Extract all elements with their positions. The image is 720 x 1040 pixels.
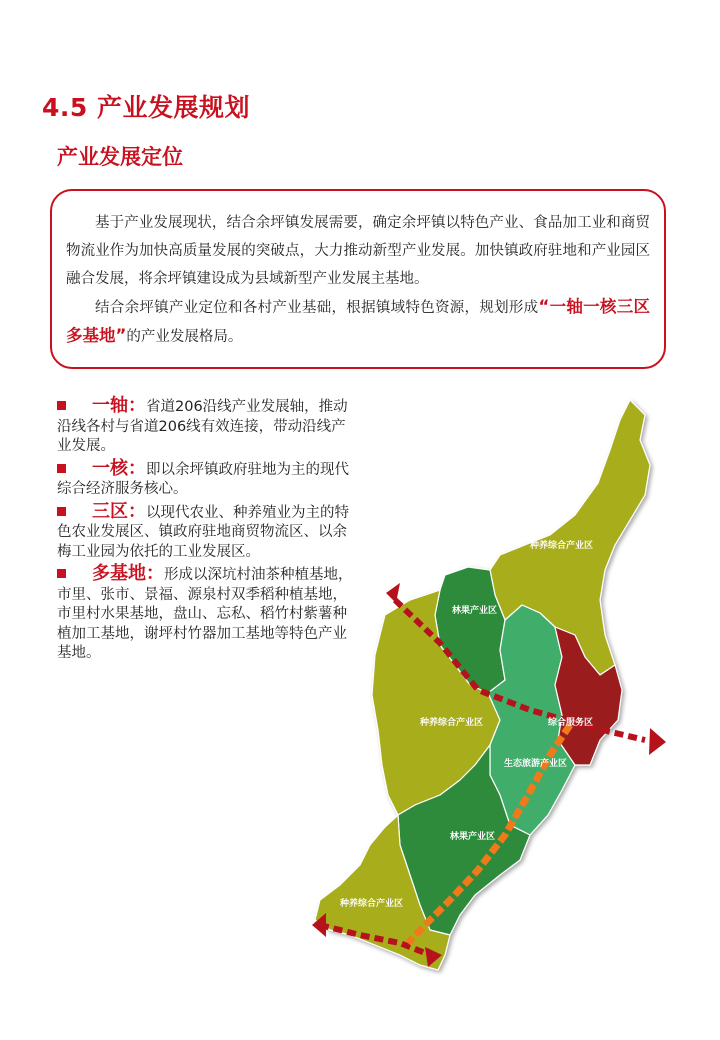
item-key: 多基地： [92, 563, 164, 584]
item-key: 三区： [92, 500, 146, 522]
bullet-square-icon [57, 507, 66, 516]
intro-paragraph-2-pre: 结合余坪镇产业定位和各村产业基础，根据镇域特色资源，规划形成 [95, 300, 539, 316]
industry-zoning-map [300, 395, 670, 975]
intro-paragraph-2-post: 的产业发展格局。 [126, 329, 243, 345]
item-key: 一核： [92, 457, 146, 479]
item-text: 以现代农业、种养殖业为主的特色农业发展区、镇政府驻地商贸物流区、以余梅工业园为依托的工业发展区。 [57, 504, 349, 560]
label-service: 综合服务区 [548, 718, 594, 728]
section-heading: 4.5 产业发展规划 [42, 93, 250, 122]
label-forestry-north: 林果产业区 [452, 606, 498, 616]
layout-pattern-emphasis: “一轴一核三区多基地” [66, 297, 650, 345]
label-south-planting: 种养综合产业区 [340, 899, 404, 909]
item-text: 省道206沿线产业发展轴，推动沿线各村与省道206线有效连接，带动沿线产业发展。 [57, 399, 348, 454]
item-text: 形成以深坑村油茶种植基地，市里、张市、景福、源泉村双季稻种植基地，市里村水果基地，盘山、忘私、稻竹村紫薯种植加工基地，谢坪村竹器加工基地等特色产业基地。 [57, 567, 353, 661]
intro-box [50, 189, 666, 369]
bullet-square-icon [57, 569, 66, 578]
item-text: 即以余坪镇政府驻地为主的现代综合经济服务核心。 [57, 461, 349, 497]
bullet-square-icon [57, 464, 66, 473]
subsection-heading: 产业发展定位 [57, 145, 183, 169]
arrowhead-east-icon [649, 728, 666, 755]
label-forestry-south: 林果产业区 [450, 832, 496, 842]
intro-paragraph-2 [66, 293, 650, 351]
label-north-planting: 种养综合产业区 [530, 541, 594, 551]
item-key: 一轴： [92, 395, 146, 416]
intro-paragraph-1: 基于产业发展现状，结合余坪镇发展需要，确定余坪镇以特色产业、食品加工业和商贸物流业作为加快高质量发展的突破点，大力推动新型产业发展。加快镇政府驻地和产业园区融合发展，将余坪镇建设成为县域新型产业发展主基地。 [66, 215, 650, 287]
bullet-square-icon [57, 401, 66, 410]
label-west-planting: 种养综合产业区 [420, 718, 484, 728]
label-eco-tourism: 生态旅游产业区 [504, 759, 568, 769]
